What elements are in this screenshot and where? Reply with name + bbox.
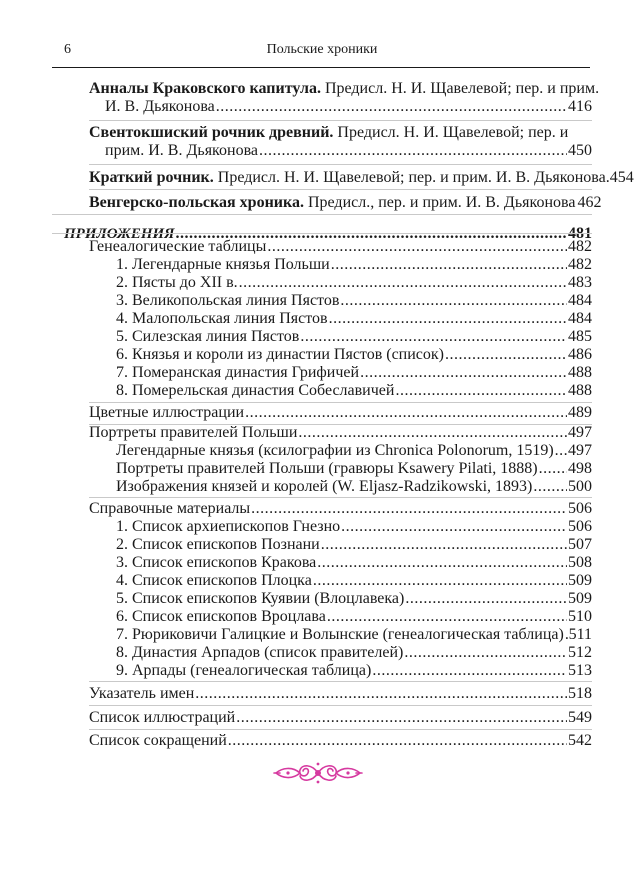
- toc-portraits[interactable]: Портреты правителей Польши ..... 497: [89, 424, 592, 442]
- toc-entry-hungarian-polish[interactable]: Венгерско-польская хроника. Предисл., пер. и прим. И. В. Дьяконова 462: [89, 194, 602, 211]
- toc-genealogy-item[interactable]: 5. Силезская линия Пястов ..... 485: [116, 328, 592, 346]
- toc-genealogy-item[interactable]: 2. Пясты до XII в. ..... 483: [116, 274, 592, 292]
- toc-index[interactable]: Указатель имен ..... 518: [89, 685, 592, 703]
- divider: [89, 189, 592, 190]
- toc-color-illustrations[interactable]: Цветные иллюстрации ..... 489: [89, 404, 592, 422]
- divider: [89, 120, 592, 121]
- divider: [89, 705, 592, 706]
- book-page: 6 Польские хроники Анналы Краковского капитула. Предисл. Н. И. Щавелевой; пер. и прим. И. В. Дьяконова ..... 416 Свентокшиский рочник древний. Предисл. Н. И. Щавелевой; пер. и прим. И. В. Дьяконова ..... 450 Краткий рочник. Предисл. Н. И. Щавелевой; пер. и прим. И. В. Дьяконова. 454 Венгерско-польская хроника. Предисл., пер. и прим. И. В. Дьяконова 462 ПРИЛОЖЕНИЯ ..... 481 Генеалогические таблицы ..... 482 1. Легендарные князья Польши ..... 482 2. Пясты до XII в. ..... 483 3. Великопольская линия Пястов ..... 484 4. Малопольская линия Пястов ..... 484 5. Силезская линия Пястов ..... 485 6. Князья и короли из династии Пястов (список) ..... 486 7. Померанская династия Грифичей ..... 488 8. Померельская династия Собеславичей ..... 488 Цветные иллюстрации ..... 489 Портреты правителей Польши ..... 497 Легендарные князья (ксилографии из Chronica Polonorum, 1519) ..... 497 Портреты правителей Польши (гравюры Ksawery Pilati, 1888) ..... 498 Изображения князей и королей (W. Eljasz-Radzikowski, 1893) ..... 500 Справочные материалы ..... 506 1. Список архиепископов Гнезно ..... 506 2. Список епископов Познани ..... 507 3. Список епископов Кракова ..... 508 4. Список епископов Плоцка ..... 509 5. Список епископов Куявии (Влоцлавека) ..... 509 6. Список епископов Вроцлава ..... 510 7. Рюриковичи Галицкие и Волынские (генеалогическая таблица) ..... 511 8. Династия Арпадов (список правителей) ..... 512 9. Арпады (генеалогическая таблица) ..... 513 Указатель имен ..... 518 Список иллюстраций ..... 549 Список сокращений ..... 542: [0, 0, 637, 881]
- toc-genealogy-item[interactable]: 7. Померанская династия Грифичей ..... 488: [116, 364, 592, 382]
- ornament-icon: [272, 758, 364, 788]
- toc-genealogy-item[interactable]: 1. Легендарные князья Польши ..... 482: [116, 256, 592, 274]
- toc-references-item[interactable]: 7. Рюриковичи Галицкие и Волынские (генеалогическая таблица) ..... 511: [116, 626, 592, 644]
- running-head: [52, 42, 592, 64]
- toc-references-item[interactable]: 8. Династия Арпадов (список правителей) ..... 512: [116, 644, 592, 662]
- toc-genealogy-item[interactable]: 6. Князья и короли из династии Пястов (список) ..... 486: [116, 346, 592, 364]
- toc-references[interactable]: Справочные материалы ..... 506: [89, 500, 592, 518]
- toc-references-item[interactable]: 6. Список епископов Вроцлава ..... 510: [116, 608, 592, 626]
- divider: [89, 729, 592, 730]
- divider: [89, 402, 592, 403]
- toc-portraits-item[interactable]: Изображения князей и королей (W. Eljasz-Radzikowski, 1893) ..... 500: [116, 478, 592, 496]
- toc-genealogy[interactable]: Генеалогические таблицы ..... 482: [89, 238, 592, 256]
- toc-appendix[interactable]: ПРИЛОЖЕНИЯ ..... 481: [64, 225, 592, 243]
- toc-genealogy-item[interactable]: 8. Померельская династия Собеславичей ..... 488: [116, 382, 592, 400]
- toc-references-item[interactable]: 9. Арпады (генеалогическая таблица) ..... 513: [116, 662, 592, 680]
- toc-portraits-item[interactable]: Легендарные князья (ксилографии из Chronica Polonorum, 1519) ..... 497: [116, 442, 592, 460]
- toc-genealogy-item[interactable]: 4. Малопольская линия Пястов ..... 484: [116, 310, 592, 328]
- toc-entry-short-rocznik[interactable]: Краткий рочник. Предисл. Н. И. Щавелевой; пер. и прим. И. В. Дьяконова. 454: [89, 169, 634, 186]
- toc-entry-krakow-annals-cont[interactable]: И. В. Дьяконова ..... 416: [105, 98, 592, 116]
- toc-references-item[interactable]: 5. Список епископов Куявии (Влоцлавека) ..... 509: [116, 590, 592, 608]
- toc-references-item[interactable]: 4. Список епископов Плоцка ..... 509: [116, 572, 592, 590]
- divider: [89, 497, 592, 498]
- toc-references-item[interactable]: 1. Список архиепископов Гнезно ..... 506: [116, 518, 592, 536]
- toc-references-item[interactable]: 2. Список епископов Познани ..... 507: [116, 536, 592, 554]
- divider: [89, 164, 592, 165]
- running-title: Польские хроники: [266, 42, 378, 57]
- toc-portraits-item[interactable]: Портреты правителей Польши (гравюры Ksawery Pilati, 1888) ..... 498: [116, 460, 592, 478]
- divider: [52, 233, 592, 234]
- divider: [52, 214, 592, 215]
- header-rule: [52, 67, 590, 68]
- toc-references-item[interactable]: 3. Список епископов Кракова ..... 508: [116, 554, 592, 572]
- toc-illustrations-list[interactable]: Список иллюстраций ..... 549: [89, 709, 592, 727]
- toc-genealogy-item[interactable]: 3. Великопольская линия Пястов ..... 484: [116, 292, 592, 310]
- divider: [89, 681, 592, 682]
- page-number: 6: [64, 42, 71, 57]
- toc-entry-swietokrzyski-cont[interactable]: прим. И. В. Дьяконова ..... 450: [105, 142, 592, 160]
- toc-abbreviations[interactable]: Список сокращений ..... 542: [89, 732, 592, 750]
